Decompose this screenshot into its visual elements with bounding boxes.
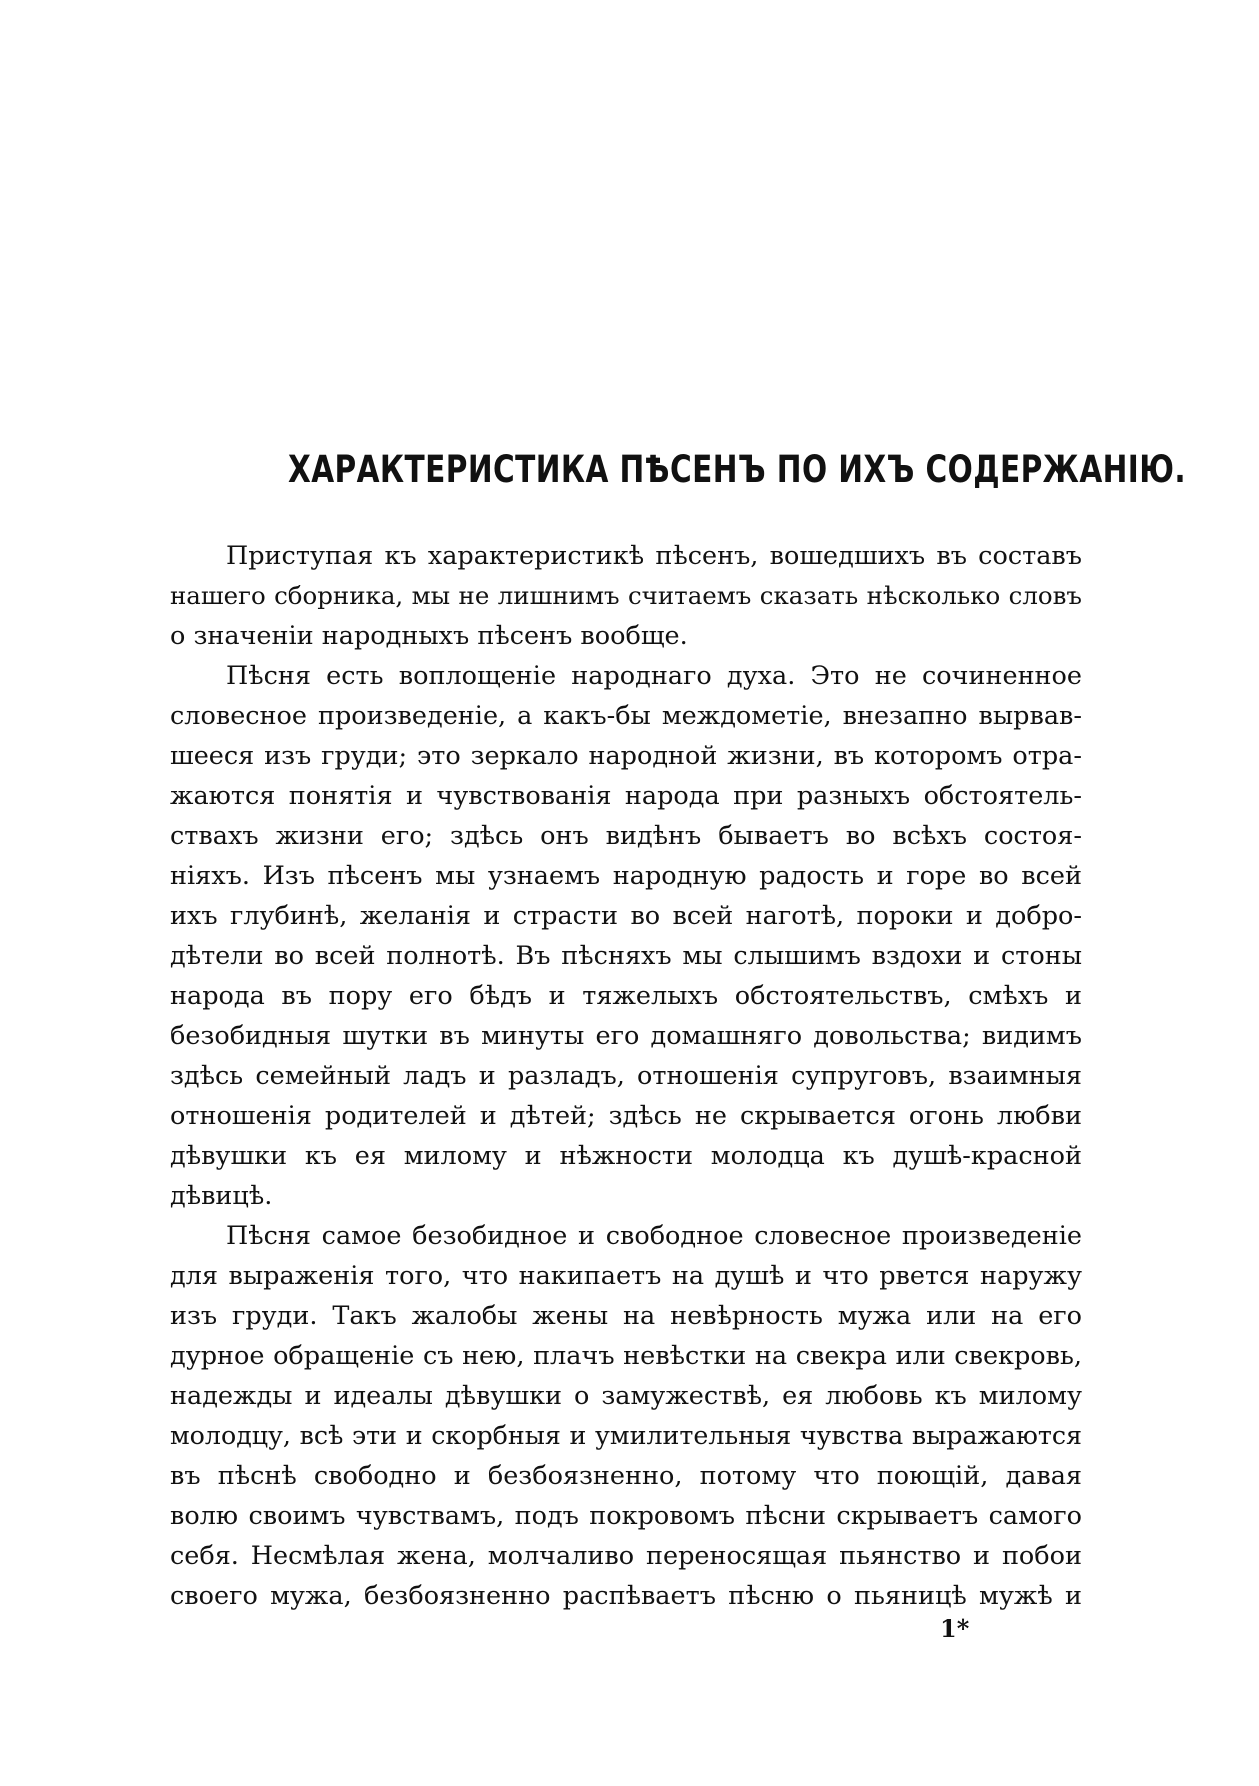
text-line: ствахъ жизни его; здѣсь онъ видѣнъ бываетъ во всѣхъ состоя- [170, 821, 1082, 851]
page-number: 1* [940, 1614, 970, 1643]
text-line: словесное произведеніе, а какъ-бы междометіе, внезапно вырвав- [170, 701, 1082, 731]
text-line: для выраженія того, что накипаетъ на душѣ и что рвется наружу [170, 1261, 1082, 1291]
body-text [170, 536, 1082, 1616]
text-line: нашего сборника, мы не лишнимъ считаемъ сказать нѣсколько словъ [170, 581, 1082, 610]
text-line: дѣвушки къ ея милому и нѣжности молодца къ душѣ-красной [170, 1141, 1082, 1171]
text-line: ихъ глубинѣ, желанія и страсти во всей наготѣ, пороки и добро- [170, 901, 1082, 931]
text-line: о значеніи народныхъ пѣсенъ вообще. [170, 621, 688, 651]
text-line: Пѣсня самое безобидное и свободное словесное произведеніе [226, 1221, 1082, 1251]
text-line: изъ груди. Такъ жалобы жены на невѣрность мужа или на его [170, 1301, 1082, 1331]
text-line: шееся изъ груди; это зеркало народной жизни, въ которомъ отра- [170, 741, 1082, 771]
text-line: дѣтели во всей полнотѣ. Въ пѣсняхъ мы слышимъ вздохи и стоны [170, 941, 1082, 971]
text-line: молодцу, всѣ эти и скорбныя и умилительныя чувства выражаются [170, 1421, 1082, 1450]
text-line: въ пѣснѣ свободно и безбоязненно, потому что поющій, давая [170, 1461, 1082, 1491]
text-line: Приступая къ характеристикѣ пѣсенъ, вошедшихъ въ составъ [226, 541, 1082, 571]
text-line: отношенія родителей и дѣтей; здѣсь не скрывается огонь любви [170, 1101, 1082, 1131]
text-line: своего мужа, безбоязненно распѣваетъ пѣсню о пьяницѣ мужѣ и [170, 1581, 1082, 1611]
text-line: безобидныя шутки въ минуты его домашняго довольства; видимъ [170, 1021, 1082, 1051]
text-line: дѣвицѣ. [170, 1181, 273, 1211]
text-line: жаются понятія и чувствованія народа при разныхъ обстоятель- [170, 781, 1082, 811]
text-line: народа въ пору его бѣдъ и тяжелыхъ обстоятельствъ, смѣхъ и [170, 981, 1082, 1011]
text-line: ніяхъ. Изъ пѣсенъ мы узнаемъ народную радость и горе во всей [170, 861, 1082, 891]
text-line: Пѣсня есть воплощеніе народнаго духа. Это не сочиненное [226, 661, 1082, 691]
text-line: дурное обращеніе съ нею, плачъ невѣстки на свекра или свекровь, [170, 1341, 1082, 1371]
text-line: волю своимъ чувствамъ, подъ покровомъ пѣсни скрываетъ самого [170, 1501, 1082, 1531]
text-line: надежды и идеалы дѣвушки о замужествѣ, ея любовь къ милому [170, 1381, 1082, 1411]
text-line: здѣсь семейный ладъ и разладъ, отношенія супруговъ, взаимныя [170, 1061, 1082, 1091]
text-line: себя. Несмѣлая жена, молчаливо переносящая пьянство и побои [170, 1541, 1082, 1571]
chapter-title: ХАРАКТЕРИСТИКА ПѢСЕНЪ ПО ИХЪ СОДЕРЖАНІЮ. [288, 448, 1187, 491]
